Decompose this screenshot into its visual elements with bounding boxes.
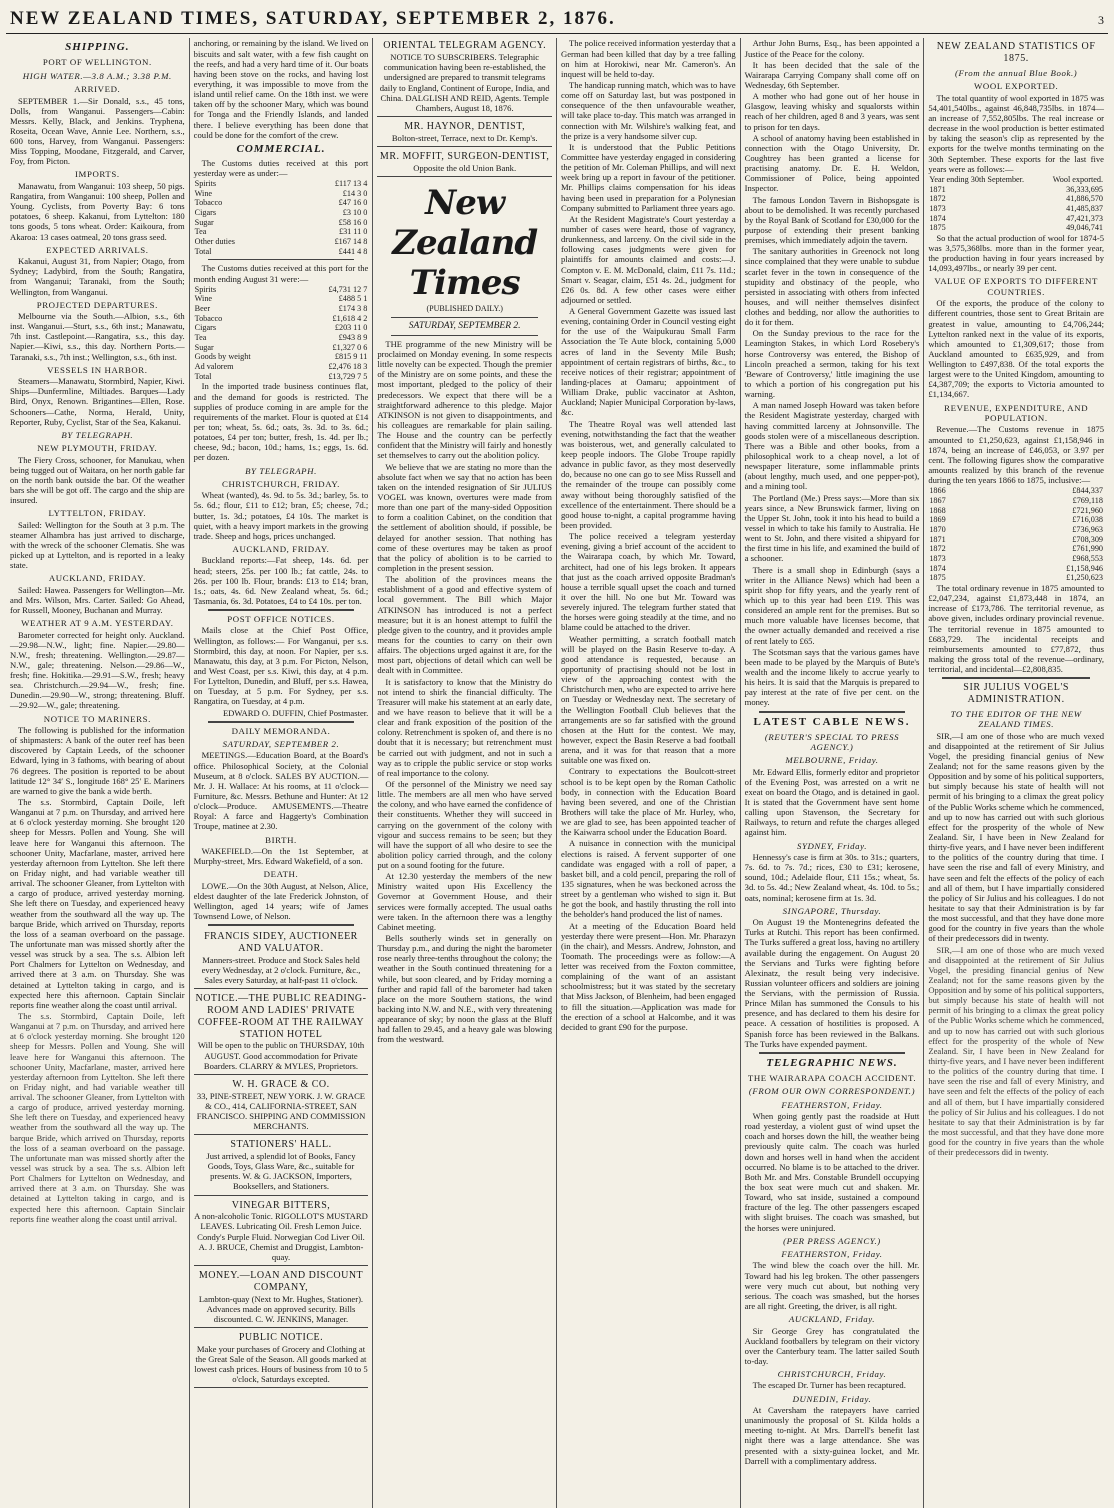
general-news (745, 38, 920, 707)
customs-row (194, 247, 369, 257)
revenue-label: 1871 (929, 534, 946, 544)
coach-place: FEATHERSTON, Friday. (781, 1099, 883, 1110)
month-customs-row (194, 372, 369, 382)
advertisement-heading: MR. HAYNOR, DENTIST, (404, 121, 526, 133)
vogel-letter-continued: SIR,—I am one of those who are much vexed and disappointed at the retirement of Sir Julius Vogel, the presiding financial genius of New Zealand; not for the same reasons given by the Opposition and by some of his political supporters, but simply because his state of health will not permit of his bringing to a climax the great policy of the Public Works scheme which he commenced, and up to now has carried out with such glorious effect for the prosperity of the whole of New Zealand. Sir, I have been in New Zealand for thirty-five years, and I have never been indifferent to the politics of the country during that time. I have seen the rise and fall of every Ministry, and have seen and felt the effects of the policy of each and all of them, but I have impartially considered the policy of Sir Julius and his colleagues. I do not hesitate to say that their Administration is by far the most successful, and that they have done more good for the country in five years than the whole of their predecessors did in twenty. (928, 944, 1105, 1158)
month-customs-row (194, 304, 369, 314)
vogel-letter: SIR,—I am one of those who are much vexed and disappointed at the retirement of Sir Julius Vogel, the presiding financial genius of New Zealand; not for the same reasons given by the Opposition and by some of his political supporters, but simply because his state of health will not permit of his bringing to a climax the great policy of the Public Works scheme which he commenced, and up to now has carried out with such glorious effect for the prosperity of the whole of New Zealand. Sir, I have been in New Zealand for thirty-five years, and I have never been indifferent to the politics of the country during that time. I have seen the rise and fall of every Ministry, and have seen and felt the effects of the policy of each and all of them, but I have impartially considered the policy of Sir Julius and his colleagues. I do not hesitate to say that their Administration is by far the most successful, and that they have done more good for the country in five years than the whole of their predecessors did in twenty. (928, 730, 1105, 944)
wool-value: 41,886,570 (1066, 194, 1103, 204)
news-paragraph: At a meeting of the Education Board held yesterday there were present—Hon. Mr. Pharazyn (in the chair), and Messrs. Andrew, Johnston, and Toomath. The proceedings were as follow:—A letter was received from the Foxton committee, complaining of the want of an assistant schoolmistress; but it was stated by the secretary that Miss Jackson, of Blenheim, had been engaged to fill the situation.—Application was made for the erection of a school at Halcombe, and it was decided to grant £90 for the purpose. (561, 920, 736, 1032)
vogel-heading: SIR JULIUS VOGEL'S ADMINISTRATION. (963, 682, 1070, 705)
news-paragraph: On the Sunday previous to the race for the Leamington Stakes, in which Lord Rosebery's horse Controversy was entered, the Bishop of Lincoln preached a sermon, taking for his text 'Beware of Controversy,' little imagining the use to which a portion of his congregation put his warning. (744, 328, 920, 400)
news-paragraph: A mother who had gone out of her house in Glasgow, leaving whisky and squalorsts within reach of her children, aged 8 and 3 years, was sent to prison for ten days. (744, 91, 920, 132)
month-customs-value: £174 3 8 (338, 304, 368, 314)
wool-row (928, 214, 1104, 224)
news-paragraph: The police received a telegram yesterday evening, giving a brief account of the accident to the Wairarapa coach, by which Mr. Toward, architect, had one of his legs broken. It appears that just as the coach arrived opposite Bradman's house a terrible squall upset the coach and turned it over the hill. No one but Mr. Toward was severely injured. The telegram further stated that the horses were going steadily at the time, and no blame could be attached to the driver. (561, 531, 736, 633)
press-agency: (PER PRESS AGENCY.) (783, 1235, 881, 1246)
advertisement-heading: NOTICE.—THE PUBLIC READING-ROOM AND LADIES' PRIVATE COFFEE-ROOM AT THE RAILWAY STATION HOTEL (195, 993, 367, 1040)
lyttelton-heading: LYTTELTON, FRIDAY. (48, 508, 147, 519)
revenue-label: 1872 (929, 544, 946, 554)
np-text: The Fiery Cross, schooner, for Manukau, when being tugged out of Waitara, on her north gable far on the north bank outside the bar. Of the weather bars she will be got off. The cargo and the ship are insured. (10, 454, 185, 506)
month-customs-label: Wine (194, 294, 213, 304)
cable-singapore-heading: SINGAPORE, Thursday. (782, 905, 882, 916)
revenue-label: 1868 (929, 505, 946, 515)
tel-auckland-text: Sir George Grey has congratulated the Auckland footballers by telegram on their victory over the Canterbury team. The latter sailed South to-day. (744, 1325, 920, 1366)
news-paragraph: The famous London Tavern in Bishopsgate is about to be demolished. It was recently purchased by the Royal Bank of Scotland for £30,000 for the purpose of extending their present banking premises, which immediately adjoin the tavern. (744, 194, 920, 246)
mariners-heading: NOTICE TO MARINERS. (43, 713, 151, 724)
advertisement-heading: FRANCIS SIDEY, AUCTIONEER AND VALUATOR. (204, 931, 358, 954)
revenue-value: £769,118 (1072, 495, 1103, 505)
leading-article (377, 339, 552, 1045)
wool-table (928, 175, 1104, 233)
wool-value: 47,421,373 (1066, 213, 1103, 223)
advertisement (194, 1137, 369, 1195)
customs-label: Wine (194, 188, 213, 198)
revenue-row (928, 515, 1104, 525)
wool-after: So that the actual production of wool for 1874-5 was 3,575,368lbs. more than in the former year, the production having in four years increased by 14,093,497lbs., or nearly 39 per cent. (928, 232, 1104, 274)
revenue-label: 1866 (929, 486, 946, 496)
month-customs-label: Ad valorem (194, 362, 234, 372)
revenue-label: 1873 (929, 553, 946, 563)
cable-heading: LATEST CABLE NEWS. (753, 715, 911, 728)
daily-text: MEETINGS.—Education Board, at the Board's office. Philosophical Society, at the Colonial Museum, at 8 o'clock. SALES BY AUCTION.—Mr. J. H. Wallace: At his rooms, at 11 o'clock—Furniture, &c. Messrs. Bethune and Hunter: At 12 o'clock—Produce. AMUSEMENTS.—Theatre Royal: A farce and Haggerty's Combination Troupe, matinee at 2.30. (193, 750, 369, 832)
stats-subheading: (From the annual Blue Book.) (955, 68, 1078, 78)
revenue-label: 1874 (929, 563, 946, 573)
month-customs-row (194, 333, 369, 343)
wool-value: 36,333,695 (1066, 184, 1103, 194)
wool-col-year: Year ending 30th September. (929, 174, 1025, 184)
advertisement (377, 119, 552, 147)
revenue-row (928, 573, 1104, 583)
customs-value: £167 14 8 (334, 237, 368, 247)
chch-market-heading: CHRISTCHURCH, FRIDAY. (222, 478, 340, 489)
month-customs-value: £2,476 18 3 (328, 362, 368, 372)
month-customs-value: £488 5 1 (338, 294, 368, 304)
advertisement-heading: MONEY.—LOAN AND DISCOUNT COMPANY, (198, 1270, 364, 1293)
wool-col-lbs: Wool exported. (1052, 174, 1103, 184)
mariners-text: The following is published for the information of shipmasters: A bank of the outer reef has been discovered by Captain Leeds, of the schooner Edward, lying in 3 fathoms, with bearing of about 76 degrees. The position is reported to be about latitude 12° 34′ S., longitude 168° 25′ E. Mariners are warned to give the bank a wide berth. (10, 725, 185, 796)
customs-value: £14 3 0 (342, 188, 368, 198)
column-6 (924, 38, 1108, 1508)
cable-sydney-heading: SYDNEY, Friday. (796, 840, 867, 851)
np-heading: NEW PLYMOUTH, FRIDAY. (37, 443, 158, 454)
month-customs-row (194, 343, 369, 353)
cable-agency: (REUTER'S SPECIAL TO PRESS AGENCY.) (764, 731, 900, 752)
auckland-text: Sailed: Hawea. Passengers for Wellington—Mr. and Mrs. Wilson, Mrs. Carter. Sailed: Go Ahead, for Russell, Mooney, Buchanan and Murray. (10, 584, 185, 615)
revenue-row (928, 544, 1104, 554)
revenue-table (928, 486, 1104, 583)
advertisement-heading: ORIENTAL TELEGRAM AGENCY. (383, 40, 547, 52)
imports-text: Manawatu, from Wanganui: 103 sheep, 50 pigs. Rangatira, from Wanganui: 100 sheep, Pollen and Young. Cyclists, from Poverty Bay: 6 tons potatoes, 6 sheep. Kakanui, from Lyttelton: 180 tons goods, 5 tons wheat. Order: Kaikoura, from Akaroa: 13 cases oatmeal, 20 tons grass seed. (10, 180, 185, 242)
wreck-narrative: anchoring, or remaining by the island. We lived on biscuits and salt water, with a few fish caught on the reefs, and had a very hard time of it. Our boats having been stove on the rocks, and having lost everything, it was impossible to move from the island until relief came. On the 18th inst. we were taken off by the schooner Mary, which was bound for Tonga and the Friendly Islands, and landed there. I believe everything has been done that could be done for the comfort of the crew. (193, 38, 369, 140)
coach-text: When going gently past the roadside at Hutt road yesterday, a violent gust of wind upset the coach and horses down the hill, the weather being previously quite calm. The coach was hurled down and horses well in hand when the accident occurred. No blame is to be attached to the driver. Both Mr. and Mrs. Constable Brundell occupying the box seat were much cut and shaken. Mr. Toward, who sat inside, sustained a compound fracture of the leg. The other passengers escaped with slight bruises. The coach was smashed, but the horses were uninjured. (744, 1111, 920, 1233)
weather-text: Barometer corrected for height only. Auckland.—29.98—N.W., light; fine. Napier.—29.80—N.W., fresh; threatening. Wellington.—29.87—N.W., gale; threatening. Nelson.—29.86—W., fresh; fine. Hokitika.—29.91—S.W., fresh; heavy sea. Christchurch.—29.94—W., fresh; fine. Dunedin.—29.90—W., strong; threatening. Bluff.—29.92—W., gale; threatening. (10, 629, 185, 711)
arrived-text: SEPTEMBER 1.—Sir Donald, s.s., 45 tons, Dolls, from Wanganui. Passengers—Cabin: Messrs. Kelly, Black, and Jenkins. Tryphena, Roseita, Ocean Wave, Annie Lee. Northern, s.s., 600 tons, Harvey, from Wanganui. Passengers: Miss Topping, Moodane, Fitzgerald, and Carver, Foy, from Picton. (10, 95, 185, 167)
vessels-text: Steamers—Manawatu, Stormbird, Napier, Kiwi. Ships—Dunfermline, Miltiades. Barques—Lady Bird, Onyx, Renown. Brigantines—Ellen, Rose. Schooners—Cathe, Norma, Herald, Unity, Reporter, Ruby, Cyclist, Star of the Sea, Kakanui. (10, 376, 185, 427)
advertisement (194, 929, 369, 989)
projected-heading: PROJECTED DEPARTURES. (36, 299, 158, 310)
cable-melbourne-heading: MELBOURNE, Friday. (785, 755, 879, 766)
advertisements-col3 (377, 38, 552, 177)
customs-table (194, 179, 369, 256)
advertisement-body: Just arrived, a splendid lot of Books, Fancy Goods, Toys, Glass Ware, &c., suitable for presents. W. & G. JACKSON, Importers, Booksellers, and Stationers. (206, 1150, 356, 1192)
news-paragraph: Arthur John Burns, Esq., has been appointed a Justice of the Peace for the colony. (744, 38, 920, 59)
revenue-label: 1875 (929, 573, 946, 583)
news-paragraph: It has been decided that the sale of the Wairarapa Carrying Company shall come off on Wednesday, 6th September. (744, 59, 920, 90)
month-customs-label: Goods by weight (194, 352, 251, 362)
news-paragraph: It is understood that the Public Petitions Committee have yesterday engaged in considering the petition of Mr. Coleman Phillips, and will next week bring up a report in favour of the petitioner. Mr. Phillips claims compensation for his ideas having been used in preparation for a Polynesian Company submitted to Parliament three years ago. (561, 141, 736, 213)
month-customs-value: £1,327 0 6 (332, 342, 368, 352)
wool-label: 1875 (929, 223, 946, 233)
press-place: FEATHERSTON, Friday. (781, 1249, 883, 1260)
revenue-row (928, 486, 1104, 496)
revenue-row (928, 554, 1104, 564)
birth-text: WAKEFIELD.—On the 1st September, at Murphy-street, Mrs. Edward Wakefield, of a son. (193, 845, 369, 867)
wool-value: 41,485,837 (1066, 203, 1103, 213)
advertisement-heading: MR. MOFFIT, SURGEON-DENTIST, (379, 150, 550, 162)
masthead-title: NEW ZEALAND TIMES, SATURDAY, SEPTEMBER 2, 1876. (10, 8, 616, 29)
revenue-row (928, 525, 1104, 535)
advertisement-body: Lambton-quay (Next to Mr. Hughes, Stationer). Advances made on approved security. Bills discounted. C. W. JENKINS, Manager. (198, 1293, 364, 1324)
news-paragraph: Contrary to expectations the Boulcott-street school is to be kept open by the Roman Catholic body, in connection with the Education Board having been severed, and one of the Christian Brothers will take the place of Mr. Hurley, who, we are glad to see, has been appointed teacher of the Kaiwarra school under the Education Board. (561, 766, 736, 838)
post-text: Mails close at the Chief Post Office, Wellington, as follows:— For Wanganui, per s.s. Stormbird, this day, at noon. For Napier, per s.s. Manawatu, this day, at 3 p.m. For Picton, Nelson, and West Coast, per s.s. Kiwi, this day, at 4 p.m. For Lyttelton, Dunedin, and Bluff, per s.s. Hawea, on Tuesday, at 5 p.m. For Sydney, per s.s. Rangatira, on Tuesday, at 4 p.m. (193, 625, 369, 707)
customs-label: Sugar (194, 217, 214, 227)
advertisement (194, 1268, 369, 1328)
column-4 (557, 38, 741, 1508)
akl-market-heading: AUCKLAND, FRIDAY. (232, 544, 330, 555)
customs-row (194, 237, 369, 247)
customs-label: Cigars (194, 208, 217, 218)
advertisement (194, 991, 369, 1075)
advertisement-body: Manners-street. Produce and Stock Sales held every Wednesday, at 2 o'clock. Furniture, &c., Sales every Saturday, at half-past 11 o'clock. (201, 954, 361, 986)
revenue-value: £1,158,946 (1066, 563, 1103, 573)
vessels-heading: VESSELS IN HARBOR. (47, 364, 148, 375)
month-customs-label: Beer (194, 304, 211, 314)
customs-value: £31 11 0 (338, 227, 368, 237)
month-customs-label: Tobacco (194, 313, 223, 323)
month-customs-row (194, 323, 369, 333)
month-customs-row (194, 362, 369, 372)
wool-label: 1874 (929, 213, 946, 223)
death-heading: DEATH. (263, 869, 299, 880)
tel-auckland-heading: AUCKLAND, Friday. (788, 1314, 876, 1325)
revenue-value: £761,990 (1072, 544, 1103, 554)
value-heading: VALUE OF EXPORTS TO DIFFERENT COUNTRIES. (934, 276, 1098, 297)
advertisement-heading: VINEGAR BITTERS, (231, 1199, 331, 1211)
wool-heading: WOOL EXPORTED. (974, 81, 1059, 92)
news-paragraph: The handicap running match, which was to have come off on Saturday last, but was postponed in consequence of the then unfavourable weather, will take place to-day. This match was arranged in connection with Mr. Wilshire's walking feat, and the prize is a very handsome silver cup. (561, 79, 736, 141)
coach-heading: THE WAIRARAPA COACH ACCIDENT. (747, 1072, 917, 1083)
advertisement-body: 33, PINE-STREET, NEW YORK. J. W. GRACE & CO., 414, CALIFORNIA-STREET, SAN FRANCISCO. SHIPPING AND COMMISSION MERCHANTS. (196, 1090, 366, 1132)
news-paragraph: A nuisance in connection with the municipal elections is raised. A fervent supporter of one candidate was engaged with a roll of paper, a basket bill, and a cold pencil, preparing the roll of 135 signatures, when he was beckoned across the street by a gentleman who wished to sign it. But he got the book, and hastily thrusting the roll into the beholder's hand produced the list of names. (561, 838, 736, 920)
news-paragraph: A man named Joseph Howard was taken before the Resident Magistrate yesterday, charged with having committed larceny at Johnsonville. The goods stolen were of a miscellaneous description. There was a Bible and other books, from a philosophical work to a cheap novel, a lot of newspaper literature, some inflammable prints (about lengthy, much used, and one pepper-pot), and a mining tool. (744, 400, 920, 492)
shipping-news-text: The s.s. Stormbird, Captain Doile, left Wanganui at 7 p.m. on Thursday, and arrived here at 6 o'clock yesterday morning. She brought 120 sheep for Messrs. Pollen and Young. She will leave here for Wanganui this afternoon. The schooner Unity, Macfarlane, master, arrived here yesterday afternoon from Lyttelton. She left there on Friday night, and had variable weather till arrival. The schooner Gleaner, from Lyttelton with a cargo of produce, arrived yesterday morning. She left there on Tuesday, and experienced heavy weather from the southward all the way up. The barque Bride, which arrived on Thursday, reports the loss of a seaman overboard on the passage. The unfortunate man was missed shortly after the vessel was struck by a sea. The s.s. Albion left Port Chalmers for Lyttelton on Wednesday, and arrived there at 3 a.m. on Thursday. She was detained at Lyttelton taking in cargo, and is expected here this afternoon. Captain Sinclair reports fine weather along the coast until arrival. (10, 796, 185, 1010)
month-customs-table (194, 285, 369, 382)
tel-dunedin-text: At Caversham the ratepayers have carried unanimously the proposal of St. Kilda holds a meeting to-night. At Mrs. Darrell's benefit last night there was a large attendance. She was presented with a sixty-guinea locket, and Mr. Darrell with a complimentary address. (744, 1404, 920, 1466)
revenue-value: £736,963 (1072, 524, 1103, 534)
leader-paragraph: THE programme of the new Ministry will be proclaimed on Monday evening. In some respects little novelty can be expected. Though the premier of the Ministry are on some points, and these the most important, pledged to the policy of their predecessors. We expect that there will be a straightforward adherence to this pledge. Major ATKINSON is not given to disappointments, and his colleagues are remarkable for plain sailing. The House and the country can be perfectly confident that the Ministry will fairly and honestly set themselves to carry out the abolition policy. (377, 338, 552, 461)
month-customs-value: £4,731 12 7 (328, 284, 368, 294)
month-customs-value: £815 9 11 (334, 352, 368, 362)
revenue-text: Revenue.—The Customs revenue in 1875 amounted to £1,250,623, against £1,158,946 in 1874, being an increase of £46,053, or 3.97 per cent. The following figures show the comparative amounts realized by this branch of the revenue during the ten years 1866 to 1875, inclusive:— (928, 424, 1104, 486)
leader-paragraph: Bells southerly winds set in generally on Thursday p.m., and during the night the barometer rose nearly three-tenths throughout the colony; the weather in the South continued threatening for a while, but soon cleared, and by Friday morning a further and rapid fall of the barometer had taken place on the more Southern stations, the wind backing into N.W. and N.E., with very threatening appearance of sky; by noon the glass at the Bluff had fallen to 29.45, and a heavy gale was blowing from the westward. (377, 933, 552, 1045)
advertisement-body: Make your purchases of Grocery and Clothing at the Great Sale of the Season. All goods marked at lowest cash prices. Hours of business from 10 to 5 o'clock, Saturdays excepted. (194, 1343, 368, 1385)
cable-sydney-text: Hennessy's case is firm at 30s. to 31s.; quarters, 7s. 6d. to 7s. 7d.; rices, £30 to £31; kerosene, sound, 10d.; Adelaide flour, £11 15s.; wheat, 5s. 3d. to 5s. 4d.; New Zealand wheat, 4s. 10d. to 5s.; oats, nominal; kerosene firm at 1s. 3d. (744, 852, 920, 903)
advertisement-body: Opposite the old Union Bank. (413, 162, 517, 173)
customs-value: £117 13 4 (334, 179, 368, 189)
revenue-after: The total ordinary revenue in 1875 amounted to £2,047,234, against £1,873,448 in 1874, an increase of £173,786. The territorial revenue, as above given, includes ordinary provincial revenue. The territorial revenue in 1875 amounted to £683,729. The incidental receipts and reimbursements amounted to £77,872, thus making the gross total of the revenue—ordinary, territorial, and incidental—£2,808,835. (928, 582, 1104, 675)
customs-row (194, 227, 369, 237)
advertisement (194, 1198, 369, 1267)
leader-paragraph: The abolition of the provinces means the establishment of a good and effective system of local government. The Bill which Major ATKINSON has introduced is not a perfect measure; but it is an honest attempt to fulfil the pledge given to the country, and it provides ample means for the counties to carry on their own affairs. The objections urged against it are, for the most part, objections of detail which can well be dealt with in Committee. (377, 574, 552, 676)
revenue-row (928, 506, 1104, 516)
own-correspondent: (FROM OUR OWN CORRESPONDENT.) (748, 1086, 916, 1097)
revenue-label: 1869 (929, 515, 946, 525)
akl-market-text: Buckland reports:—Fat sheep, 14s. 6d. per head; steers, 25s. per 100 lb.; fat cattle, 24s. to 26s. per 100 lb. Flour, brands: £13 to £14; bran, 1s.; oats, 4s. 6d. New Zealand wheat, 5s. 6d.; Tasmania, 6s. 3d. Potatoes, £4 to £4 10s. per ton. (193, 555, 369, 606)
lyttelton-text: Sailed: Wellington for the South at 3 p.m. The steamer Alhambra has just arrived to discharge, with the wreck of the schooner Clematis. She was picked up at Lyttelton, and is reported in a leaky state. (10, 519, 185, 571)
death-text: LOWE.—On the 30th August, at Nelson, Alice, eldest daughter of the late Frederick Johnston, of Wellington, aged 14 years; wife of James Townsend Lowe, of Nelson. (193, 880, 369, 922)
customs-label: Total (194, 246, 212, 256)
revenue-label: 1867 (929, 495, 946, 505)
leader-paragraph: It is satisfactory to know that the Ministry do not intend to shirk the financial difficulty. The Treasurer will make his statement at an early date, and we have reason to believe that it will be a clear and frank exposition of the position of the colony. Retrenchment is spoken of, and there is no doubt that it is necessary; but retrenchment must be carried out with judgment, and not in such a way as to cripple the public service or stop works of real importance to the colony. (377, 676, 552, 778)
revenue-row (928, 564, 1104, 574)
wool-label: 1873 (929, 203, 946, 213)
month-customs-label: Total (194, 371, 212, 381)
expected-text: Kakanui, August 31, from Napier; Otago, from Sydney; Ladybird, from the South; Rangatira, from Wanganui; Taranaki, from the South; Wellington, from Wanganui. (10, 256, 185, 297)
imports-heading: IMPORTS. (75, 169, 120, 180)
shipping-news-text-continued: The s.s. Stormbird, Captain Doile, left Wanganui at 7 p.m. on Thursday, and arrived here at 6 o'clock yesterday morning. She brought 120 sheep for Messrs. Pollen and Young. She will leave here for Wanganui this afternoon. The schooner Unity, Macfarlane, master, arrived here yesterday afternoon from Lyttelton. She left there on Friday night, and had variable weather till arrival. The schooner Gleaner, from Lyttelton with a cargo of produce, arrived yesterday morning. She left there on Tuesday, and experienced heavy weather from the southward all the way up. The barque Bride, which arrived on Thursday, reports the loss of a seaman overboard on the passage. The unfortunate man was missed shortly after the vessel was struck by a sea. The s.s. Albion left Port Chalmers for Lyttelton on Wednesday, and arrived there at 3 a.m. on Thursday. She was detained at Lyttelton taking in cargo, and is expected here this afternoon. Captain Sinclair reports fine weather along the coast until arrival. (10, 1010, 185, 1224)
wool-label: 1871 (929, 184, 946, 194)
wool-row (928, 223, 1104, 233)
cable-melbourne-text: Mr. Edward Ellis, formerly editor and proprietor of the Evening Post, was arrested on a writ ne exeat on board the Otago, and is detained in gaol. It is stated that the Government have sent home calling upon Stavenson, the Secretary for Railways, to return and refute the charges alleged against him. (744, 766, 920, 838)
post-signature: EDWARD O. DUFFIN, Chief Postmaster. (222, 707, 369, 718)
customs-label: Tobacco (194, 198, 223, 208)
month-customs-label: Tea (194, 333, 207, 343)
tel-chch-text: The escaped Dr. Turner has been recaptured. (752, 1380, 906, 1391)
customs-value: £58 16 0 (338, 217, 368, 227)
column-3 (373, 38, 557, 1508)
advertisement-heading: STATIONERS' HALL. (230, 1139, 332, 1151)
weather-heading: WEATHER AT 9 A.M. YESTERDAY. (21, 618, 174, 629)
customs-intro: The Customs duties received at this port yesterday were as under:— (193, 157, 369, 178)
month-customs-label: Sugar (194, 342, 214, 352)
customs-row (194, 208, 369, 218)
customs-value: £441 4 8 (338, 246, 368, 256)
month-customs-row (194, 352, 369, 362)
customs-row (194, 189, 369, 199)
commercial-heading: COMMERCIAL. (236, 142, 326, 155)
news-paragraph: Weather permitting, a scratch football match will be played on the Basin Reserve to-day. A good attendance is requested, because an opportunity of practising should not be lost in view of the approaching contest with the Christchurch men, who are expected to arrive here on Tuesday or Wednesday next. The secretary of the Wellington Football Club believes that the arrangements are so far satisfied with the ground chosen at the Hutt for the contest. We may, however, expect the Basin Reserve a bad football arena, and it was for that reason that a more suitable one was fixed on. (561, 633, 736, 766)
revenue-value: £1,250,623 (1066, 573, 1103, 583)
nameplate: New Zealand Times (392, 182, 538, 304)
customs-label: Other duties (194, 237, 235, 247)
telegraph-heading: BY TELEGRAPH. (61, 429, 134, 440)
revenue-row (928, 535, 1104, 545)
advertisements-col2 (194, 929, 369, 1388)
month-customs-value: £13,729 7 5 (328, 371, 368, 381)
leader-paragraph: Of the personnel of the Ministry we need say little. The members are all men who have served the colony, and who have earned the confidence of their constituents. Whether they will succeed in carrying on the government of the colony with vigour and success remains to be seen; but they will have the support of all who desire to see the abolition policy carried through, and the colony put on a sound footing for the future. (377, 778, 552, 871)
month-customs-label: Cigars (194, 323, 217, 333)
column-5 (741, 38, 925, 1508)
nameplate-subtitle: (PUBLISHED DAILY.) (426, 304, 503, 314)
page-number: 3 (1098, 13, 1104, 27)
auckland-heading: AUCKLAND, FRIDAY. (48, 573, 146, 584)
vogel-to-editor: TO THE EDITOR OF THE NEW ZEALAND TIMES. (950, 708, 1082, 730)
month-customs-value: £203 11 0 (334, 323, 368, 333)
month-customs-row (194, 314, 369, 324)
daily-heading: DAILY MEMORANDA. (231, 725, 331, 736)
chch-market-text: Wheat (wanted), 4s. 9d. to 5s. 3d.; barley, 5s. to 5s. 6d.; flour, £11 to £12; bran, £5; cheese, 7d.; butter, 1s. 3d.; potatoes, £4 10s. The market is quiet, with a heavy import markets in the growing trade. Sheep and hogs, prices unchanged. (193, 490, 369, 541)
revenue-value: £716,038 (1072, 515, 1103, 525)
customs-row (194, 198, 369, 208)
wool-row (928, 194, 1104, 204)
advertisement (194, 1330, 369, 1388)
month-customs-value: £1,618 4 2 (332, 313, 368, 323)
value-text: Of the exports, the produce of the colony to different countries, those sent to Great Britain are greatest in value, amounting to £4,706,244; Lyttelton ranked next in the value of its exports, which amounted to £1,309,617; those from Auckland amounted to £635,929, and from Wellington to £497,838. Of the total exports the largest were to the United Kingdom, amounting to £4,387,709; the exports to Victoria amounted to £1,134,667. (928, 298, 1104, 400)
advertisement-body: A non-alcoholic Tonic. RIGOLLOT'S MUSTARD LEAVES. Lubricating Oil. Fresh Lemon Juice. Condy's Purple Fluid. Norwegian Cod Liver Oil. A. J. BRUCE, Chemist and Druggist, Lambton-quay. (194, 1211, 368, 1262)
wool-row (928, 204, 1104, 214)
advertisement (377, 38, 552, 117)
leader-paragraph: At 12.30 yesterday the members of the new Ministry waited upon His Excellency the Governor at Government House, and their services were formally accepted. The usual oaths were taken. In the afternoon there was a lengthy Cabinet meeting. (377, 871, 552, 932)
expected-heading: EXPECTED ARRIVALS. (46, 244, 149, 255)
press-text: The wind blew the coach over the hill. Mr. Toward had his leg broken. The other passengers were very much cut about, but nothing very serious. The coach was smashed, but the horses are all right. Greeting, the driver, is all right. (744, 1260, 920, 1311)
news-paragraph: The police received information yesterday that a German had been killed that day by a tree falling on him at Horokiwi, near Mr. Cameron's. An inquest will be held to-day. (561, 38, 736, 79)
column-1 (6, 38, 190, 1508)
customs-label: Spirits (194, 179, 217, 189)
advertisement-body: Bolton-street, Terrace, next to Dr. Kemp's. (391, 132, 538, 143)
columns (6, 38, 1108, 1508)
local-news (561, 38, 736, 1032)
advertisement (194, 1077, 369, 1135)
advertisement-body: Will be open to the public on THURSDAY, 10th AUGUST. Good accommodation for Private Boarders. CLARRY & MYLES, Proprietors. (197, 1040, 365, 1071)
masthead (6, 8, 1108, 34)
news-paragraph: There is a small shop in Edinburgh (says a writer in the Alliance News) which had been a spirit shop for fifty years, and the yearly rent of which up to this year had been £19. This was considered an ample rent for the premises. But so much more valuable have licenses become, that the owner actually demanded and received a rise of rent lately to £65. (744, 564, 920, 646)
month-customs-label: Spirits (194, 284, 217, 294)
revenue-value: £721,960 (1072, 505, 1103, 515)
shipping-heading: SHIPPING. (65, 41, 130, 54)
advertisement-heading: PUBLIC NOTICE. (238, 1332, 324, 1344)
cable-singapore-text: On August 19 the Montenegrins defeated the Turks at Rutchi. This report has been confirmed. The Turks suffered a great loss, having no artillery available during the engagement. On August 20 the Servians and Turks were fighting before Alexinatz, the result being very indecisive. Russian volunteer officers and soldiers are joining the Servians, with the permission of Russia. Prince Milan has summoned the Consuls to his presence, and has declared to them his desire for peace. A cessation of hostilities is proposed. A Spanish force has been reviewed in the Balkans. The Turks have expended payment. (744, 917, 920, 1049)
port-heading: PORT OF WELLINGTON. (42, 57, 152, 68)
leader-paragraph: We believe that we are stating no more than the absolute fact when we say that no action has been taken on the intended resignation of Sir JULIUS VOGEL was known, overtures were made from more than one part of the many-sided Opposition to form a coalition Cabinet, on the condition that the settlement of abolition should, if possible, be delayed for another session. That nothing has come of these overtures may be taken as proof that the policy of abolition is to be carried to completion in the present session. (377, 461, 552, 573)
tel-dunedin-heading: DUNEDIN, Friday. (792, 1393, 872, 1404)
revenue-heading: REVENUE, EXPENDITURE, AND POPULATION. (944, 402, 1089, 423)
news-paragraph: The Theatre Royal was well attended last evening, notwithstanding the fact that the weather was boisterous, wet, and generally calculated to keep people indoors. The Globe Troupe rapidly advance in public favor, as they most deservedly do, because no one can go to see Miss Russell and the remainder of the troupe can possibly come away without being thoroughly satisfied of the excellence of the entertainment. There should be a good house to-night, a capital programme having been provided. (561, 418, 736, 531)
month-customs-row (194, 294, 369, 304)
customs-label: Tea (194, 227, 207, 237)
revenue-value: £844,337 (1072, 486, 1103, 496)
revenue-value: £708,309 (1072, 534, 1103, 544)
customs-row (194, 179, 369, 189)
tel-chch-heading: CHRISTCHURCH, Friday. (777, 1369, 887, 1380)
birth-heading: BIRTH. (265, 834, 297, 845)
month-customs-value: £943 8 9 (338, 333, 368, 343)
commercial-telegraph-heading: BY TELEGRAPH. (245, 465, 317, 476)
post-heading: POST OFFICE NOTICES. (227, 614, 335, 625)
editorial-dateline: SATURDAY, SEPTEMBER 2. (408, 320, 521, 331)
revenue-row (928, 496, 1104, 506)
advertisement-body: NOTICE TO SUBSCRIBERS. Telegraphic communication having been re-established, the undersigned are prepared to transmit telegrams daily to England, Continent of Europe, India, and China. DALGLISH AND REID, Agents. Temple Chambers, August 18, 1876. (379, 52, 550, 113)
wool-intro: The total quantity of wool exported in 1875 was 54,401,540lbs., against 46,848,735lbs. in 1874—an increase of 7,552,805lbs. The real increase or decrease in the wool production is better estimated by taking the season's clip as represented by the exports for the twelve months terminating on the 30th September. These exports for the last five years were as follows:— (928, 92, 1104, 174)
arrived-heading: ARRIVED. (74, 84, 121, 95)
column-2 (190, 38, 374, 1508)
month-customs-row (194, 285, 369, 295)
news-paragraph: A school of anatomy having been established in connection with the Otago University, Dr. Coughtrey has been granted a license for practising anatomy. Dr. E. H. Weldon, Commissioner of Police, being appointed Inspector. (744, 132, 920, 194)
wool-label: 1872 (929, 194, 946, 204)
news-paragraph: A General Government Gazette was issued last evening, containing Order in Council vesting eight for the use of the Waipukurau Small Farm Association the Te Aute block, containing 5,000 acres of land in the Seventy Mile Bush; appointment of certain registrars of births, &c., to receive notices of their registrar; appointment of landing-places at Oamaru; appointment of William Drake, public vaccinator at Ashton, Auckland; Napier Municipal Corporation by-laws, &c. (561, 306, 736, 418)
wool-row (928, 185, 1104, 195)
projected-text: Melbourne via the South.—Albion, s.s., 6th inst. Wanganui.—Sturt, s.s., 6th inst.; Manawatu, 7th inst. Castlepoint.—Rangatira, s.s., this day. Napier.—Kiwi, s.s., this day. Northern Ports.—Taranaki, s.s., 7th inst.; Wellington, s.s., 6th inst. (10, 311, 185, 362)
telegraphic-heading: TELEGRAPHIC NEWS. (766, 1056, 898, 1069)
produce-text: In the imported trade business continues flat, and the demand for goods is restricted. The supplies of produce coming in are ample for the requirements of the market. Flour is quoted at £14 per ton; wheat, 5s. 6d.; oats, 3s. 3d. to 3s. 6d.; potatoes, £4 per ton; butter, fresh, 1s. 4d. per lb.; cheese, 9d.; bacon, 10d.; hams, 1s.; eggs, 1s. 6d. per dozen. (193, 381, 369, 463)
news-paragraph: The Scotsman says that the various games have been made to be played by the Marquis of Bute's wealth and the income likely to accrue yearly to his heirs. It is said that the Marquis is prepared to pay interest at the rate of five per cent. on the money. (744, 646, 920, 708)
stats-heading: NEW ZEALAND STATISTICS OF 1875. (936, 41, 1096, 65)
revenue-label: 1870 (929, 524, 946, 534)
customs-value: £47 16 0 (338, 198, 368, 208)
revenue-value: £968,553 (1072, 553, 1103, 563)
customs-row (194, 218, 369, 228)
news-paragraph: The Portland (Me.) Press says:—More than six years since, a New Brunswick farmer, living on the Upper St. John, took it into his head to build a vessel in which to take his family to Australia. He went to St. John, and there visited a shipyard for the first time in his life, and examined the build of a schooner. (744, 492, 920, 564)
advertisement (377, 149, 552, 177)
customs-value: £3 10 0 (342, 208, 368, 218)
news-paragraph: The sanitary authorities in Greenock not long since complained that they were unable to subdue scarlet fever in the town in consequence of the stupidity and obstinacy of the people, who persisted in associating with others from infected houses, and will neither themselves disinfect clothes and bedding, nor allow the authorities to do it for them. (744, 246, 920, 328)
wool-value: 49,046,741 (1066, 223, 1103, 233)
news-paragraph: At the Resident Magistrate's Court yesterday a number of cases were heard, those of vagrancy, drunkenness, and larceny. On the civil side in the following cases judgments were given for plaintiffs for amounts claimed and costs:—J. Compton v. E. M. McDonald, claim, £11 7s. 11d.; Smart v. Seagar, claim, £51 4s. 2d., judgment for £26 0s. 8d. A few other cases were either adjourned or settled. (561, 213, 736, 305)
month-intro: The Customs duties received at this port for the month ending August 31 were:— (193, 263, 369, 284)
tide-line: HIGH WATER.—3.8 A.M.; 3.38 P.M. (22, 70, 172, 81)
advertisement-heading: W. H. GRACE & CO. (232, 1078, 330, 1090)
daily-date: SATURDAY, SEPTEMBER 2. (222, 739, 340, 750)
